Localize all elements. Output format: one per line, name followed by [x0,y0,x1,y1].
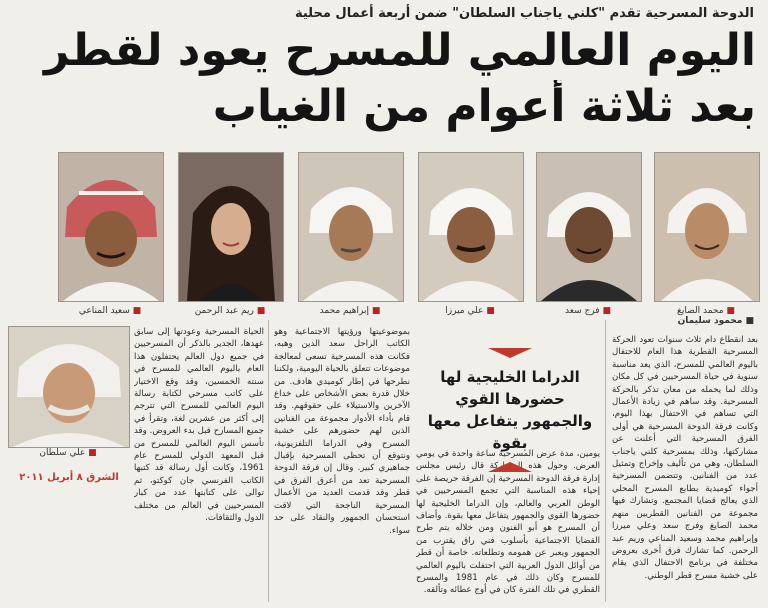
column-divider [268,320,269,602]
column-divider [605,320,606,602]
photo-caption: ■ سعيد المناعي [78,306,142,316]
arrow-down-icon [488,348,532,358]
photo-ali-mirza [418,152,524,302]
article-column-1: بعد انقطاع دام ثلاث سنوات تعود الحركة المسرحية القطرية هذا العام للاحتفال باليوم العالمي للمسرح، الذي يعد مناسبة سنوية في حياة المسرحيين في كل مكان وذلك لما يحمله من معان تذكر بالحركة المسرحية. وقد ساهم في زيادة الأعمال التي تساهم في الاحتفال بهذا اليوم، وكانت فرقة الدوحة المسرحية هي أولى الفرق المسرحية التي أعلنت عن مشاركتها، وذلك بمسرحية كلني ياجناب السلطان، وهي من تأليف وإخراج وتمثيل عدد من الفنانين. وتتضمن المسرحية أجواء كوميدية بطابع المسرح المحلي الذي يعالج قضايا المجتمع. وتشارك فيها مجموعة من الفنانين القطريين منهم محمد الصايغ وفرج سعد وعلي ميرزا وإبراهيم محمد وسعيد المناعي وريم عبد الرحمن. كما تشارك فرق أخرى بعروض مختلفة في برنامج الاحتفال الذي يقام على خشبة مسرح قطر الوطني. [612,335,758,581]
photo-caption: ■ علي ميرزا [445,306,495,316]
article-column-4: الحياة المسرحية وعودتها إلى سابق عهدها، الجدير بالذكر أن المسرحيين في جميع دول العالم يحتفلون هذا العام باليوم العالمي للمسرح في سنته الخمسين، وقد وقع الاختيار على كاتب مسرحي لكتابة رسالة اليوم العالمي للمسرح التي تترجم إلى أكثر من عشرين لغة، وتقرأ في جميع المسارح قبل بدء العروض. وقد تأسس اليوم العالمي للمسرح من قبل المعهد الدولي للمسرح عام 1961، وكانت أول رسالة قد كتبها الكاتب الفرنسي جان كوكتو، ثم توالى على كتابتها عدد من كبار المسرحيين في العالم من مختلف الدول والثقافات. [134,327,264,524]
article-column-3: بموضوعيتها ورؤيتها الاجتماعية وهو الكاتب الراحل سعد الدين وهبه، فكانت هذه المسرحية تسعى لمعالجة موضوعات تتعلق بالحياة اليومية، ولكننا نطرحها في إطار كوميدي هادف. من خلال قدرة بعض الأشخاص على خداع الآخرين والاستيلاء على حقوقهم. وقد قام بأداء الأدوار مجموعة من الفنانين الذين لهم حضورهم على خشبة المسرح وفي الدراما التلفزيونية، ونتوقع أن تحظى المسرحية بإقبال جماهيري كبير. وقال إن فرقة الدوحة المسرحية تعد من أعرق الفرق في قطر وقد قدمت العديد من الأعمال المسرحية الناجحة التي لاقت استحسان الجمهور والنقاد على حد سواء. [274,327,410,536]
dateline: الشرق ٨ أبريل ٢٠١١ [19,472,119,483]
arrow-up-icon [488,462,532,472]
photo-faraj-saad [536,152,642,302]
person-photo-icon [59,153,163,301]
portrait-ali-sultan [8,326,130,448]
person-photo-icon [537,153,641,301]
headline-line-1: اليوم العالمي للمسرح يعود لقطر [44,25,756,76]
photo-caption: ■ إبراهيم محمد [319,306,381,316]
person-photo-icon [9,327,129,447]
headline-line-2: بعد ثلاثة أعوام من الغياب [212,81,756,132]
photo-ibrahim-mohammed [298,152,404,302]
person-photo-icon [655,153,759,301]
person-photo-icon [179,153,283,301]
person-photo-icon [299,153,403,301]
pull-quote [420,348,600,472]
article-column-2: يومين، مدة عرض المسرحية ساعة واحدة في يومي العرض. وحول هذه المشاركة قال رئيس مجلس إدارة فرقة الدوحة المسرحية إن الفرقة حريصة على إحياء هذه المناسبة التي تجمع المسرحيين في الوطن العربي والعالم، وإن الدراما الخليجية لها حضورها القوي والجمهور يتفاعل معها بقوة. وأضاف أن المسرح هو أبو الفنون ومن خلاله يتم طرح القضايا الاجتماعية بأسلوب فني راق يقترب من الجمهور ويعبر عن همومه وتطلعاته. خاصة أن قطر من أوائل الدول العربية التي احتفلت باليوم العالمي للمسرح وكان ذلك في عام 1981 والمسرح القطري في تلك الفترة كان في أوج عطائه وتألقه. [416,449,600,596]
photo-caption: ■ ريم عبد الرحمن [194,306,266,316]
article-kicker: الدوحة المسرحية تقدم "كلني ياجناب السلطان" ضمن أربعة أعمال محلية [294,6,754,21]
photo-caption: ■ محمد الصايغ [677,306,735,316]
pull-quote-text: الدراما الخليجية لها حضورها القوي والجمهور يتفاعل معها بقوة [427,368,593,452]
portrait-caption: ■ علي سلطان [39,448,97,458]
photo-saeed-almannai [58,152,164,302]
photo-mohammed-alsayegh [654,152,760,302]
person-photo-icon [419,153,523,301]
photo-reem-abdulrahman [178,152,284,302]
photo-caption: ■ فرج سعد [565,306,611,316]
byline: ■ محمود سليمان [677,316,754,326]
